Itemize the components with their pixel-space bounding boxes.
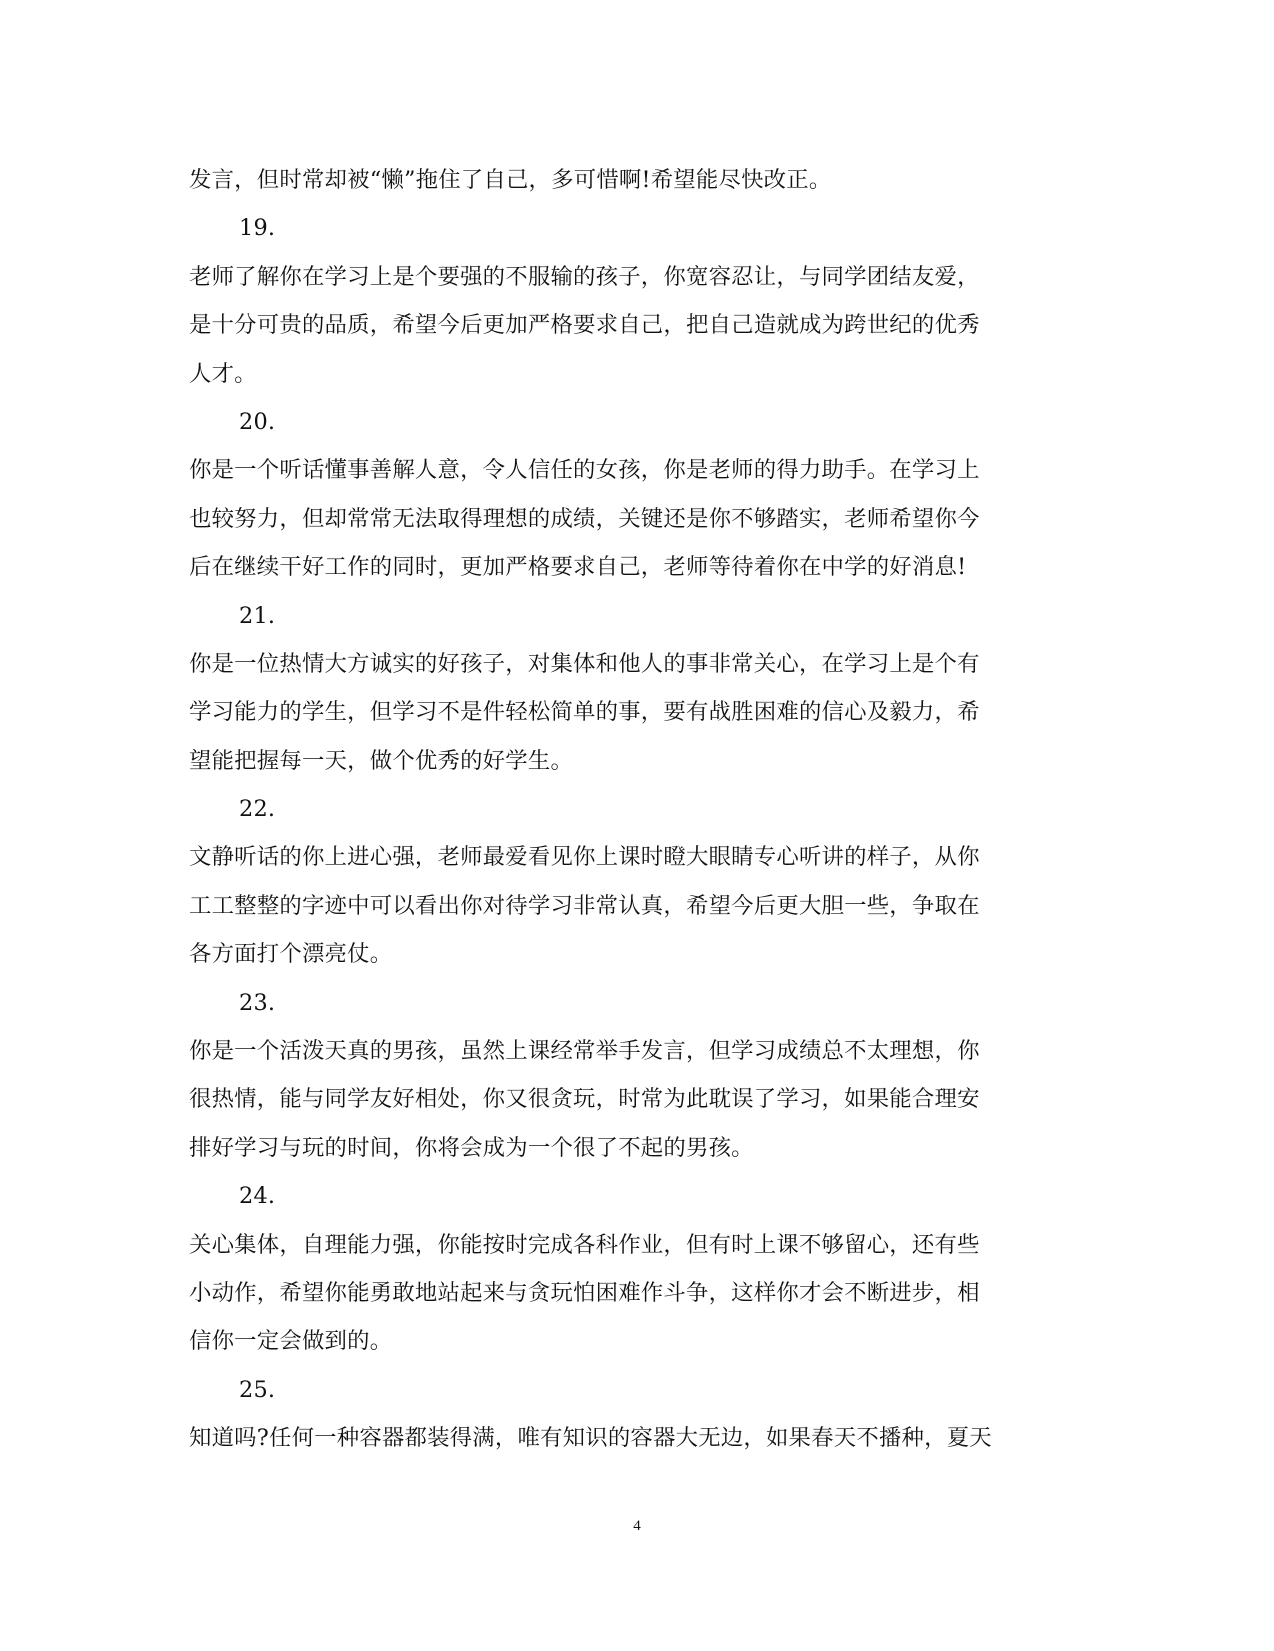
text-line: 排好学习与玩的时间，你将会成为一个很了不起的男孩。 [189,1134,754,1161]
item-number: 19. [239,215,276,242]
text-line: 你是一位热情大方诚实的好孩子，对集体和他人的事非常关心，在学习上是个有 [189,650,980,677]
text-line: 发言，但时常却被“懒”拖住了自己，多可惜啊!希望能尽快改正。 [189,167,832,193]
item-number: 22. [239,796,276,823]
text-line: 望能把握每一天，做个优秀的好学生。 [189,747,574,774]
text-line: 工工整整的字迹中可以看出你对待学习非常认真，希望今后更大胆一些，争取在 [189,892,980,919]
text-line: 小动作，希望你能勇敢地站起来与贪玩怕困难作斗争，这样你才会不断进步，相 [189,1279,980,1306]
text-line: 学习能力的学生，但学习不是件轻松简单的事，要有战胜困难的信心及毅力，希 [189,699,980,726]
item-number: 24. [239,1183,276,1210]
text-line: 知道吗?任何一种容器都装得满，唯有知识的容器大无边，如果春天不播种，夏天 [189,1425,992,1452]
item-number: 23. [239,989,276,1016]
text-line: 很热情，能与同学友好相处，你又很贪玩，时常为此耽误了学习，如果能合理安 [189,1086,980,1113]
text-line: 你是一个听话懂事善解人意，令人信任的女孩，你是老师的得力助手。在学习上 [189,457,980,484]
item-number: 21. [239,602,276,629]
text-line: 信你一定会做到的。 [189,1328,393,1355]
text-line: 人才。 [189,360,257,387]
item-number: 25. [239,1376,276,1403]
text-line: 你是一个活泼天真的男孩，虽然上课经常举手发言，但学习成绩总不太理想，你 [189,1038,980,1065]
text-line: 也较努力，但却常常无法取得理想的成绩，关键还是你不够踏实，老师希望你今 [189,505,980,532]
item-number: 20. [239,408,276,435]
text-line: 是十分可贵的品质，希望今后更加严格要求自己，把自己造就成为跨世纪的优秀 [189,312,980,339]
text-line: 文静听话的你上进心强，老师最爱看见你上课时瞪大眼睛专心听讲的样子，从你 [189,844,980,871]
text-line: 后在继续干好工作的同时，更加严格要求自己，老师等待着你在中学的好消息! [189,554,967,581]
body-text [189,156,1069,1463]
text-line: 老师了解你在学习上是个要强的不服输的孩子，你宽容忍让，与同学团结友爱， [189,263,980,290]
text-line: 关心集体，自理能力强，你能按时完成各科作业，但有时上课不够留心，还有些 [189,1231,980,1258]
text-line: 各方面打个漂亮仗。 [189,941,393,968]
page-number: 4 [633,1518,641,1534]
